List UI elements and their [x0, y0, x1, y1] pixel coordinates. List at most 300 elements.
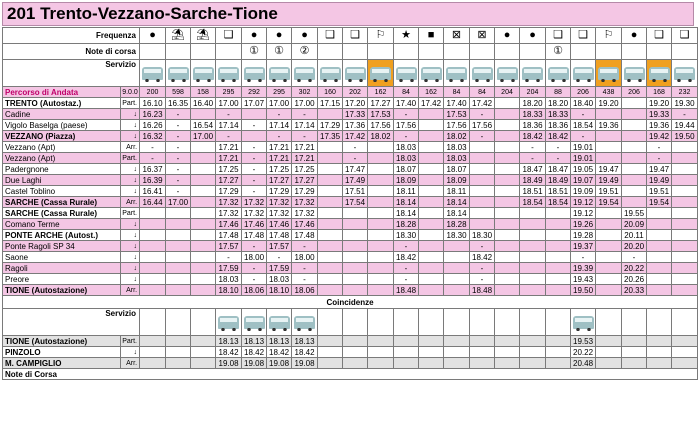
- time-cell: [191, 153, 216, 164]
- time-cell: -: [216, 252, 242, 263]
- time-cell: [419, 175, 444, 186]
- time-cell: [495, 186, 520, 197]
- stop-row: [3, 252, 698, 263]
- time-cell: -: [267, 252, 292, 263]
- servizio-cell: [318, 309, 343, 336]
- time-cell: [368, 241, 394, 252]
- stop-name: PINZOLO: [3, 347, 121, 358]
- time-cell: [647, 336, 672, 347]
- time-cell: 20.26: [622, 274, 647, 285]
- time-cell: 16.40: [191, 98, 216, 109]
- time-cell: 18.03: [444, 142, 470, 153]
- time-cell: [596, 252, 622, 263]
- time-cell: [318, 208, 343, 219]
- time-cell: [622, 358, 647, 369]
- servizio-cell: [140, 309, 166, 336]
- time-cell: [647, 358, 672, 369]
- time-cell: [470, 219, 495, 230]
- time-cell: 17.14: [267, 120, 292, 131]
- time-cell: 17.21: [216, 142, 242, 153]
- time-cell: 18.47: [546, 164, 571, 175]
- note-cell: [318, 44, 343, 60]
- time-cell: 17.32: [242, 197, 267, 208]
- time-cell: [546, 252, 571, 263]
- time-cell: [546, 241, 571, 252]
- time-cell: 16.54: [191, 120, 216, 131]
- time-cell: 20.09: [622, 219, 647, 230]
- time-cell: -: [166, 164, 191, 175]
- time-cell: -: [267, 131, 292, 142]
- time-cell: [368, 164, 394, 175]
- time-cell: 19.47: [596, 164, 622, 175]
- percorso-number: 206: [622, 87, 647, 98]
- note-cell: [571, 44, 596, 60]
- time-cell: 19.08: [292, 358, 318, 369]
- time-cell: -: [343, 142, 368, 153]
- time-cell: [166, 219, 191, 230]
- time-cell: [419, 109, 444, 120]
- time-cell: [470, 358, 495, 369]
- stop-row: [3, 263, 698, 274]
- time-cell: -: [166, 131, 191, 142]
- bus-icon: [370, 67, 391, 80]
- time-cell: [368, 175, 394, 186]
- servizio-cell: [292, 60, 318, 87]
- time-cell: [672, 252, 698, 263]
- time-cell: [191, 358, 216, 369]
- time-cell: [419, 285, 444, 296]
- time-cell: -: [647, 142, 672, 153]
- note-cell: [216, 44, 242, 60]
- time-cell: [647, 219, 672, 230]
- time-cell: 19.50: [672, 131, 698, 142]
- time-cell: 17.54: [343, 197, 368, 208]
- time-cell: [419, 164, 444, 175]
- time-cell: 17.35: [318, 131, 343, 142]
- time-cell: 17.40: [444, 98, 470, 109]
- stop-name: Due Laghi: [3, 175, 121, 186]
- time-cell: 18.30: [444, 230, 470, 241]
- time-cell: 17.32: [292, 197, 318, 208]
- time-cell: [191, 263, 216, 274]
- time-cell: 18.28: [444, 219, 470, 230]
- time-cell: [318, 186, 343, 197]
- stop-marker: ↓: [121, 186, 140, 197]
- time-cell: -: [571, 131, 596, 142]
- servizio-cell: [216, 60, 242, 87]
- time-cell: 18.42: [292, 347, 318, 358]
- stop-marker: Arr.: [121, 358, 140, 369]
- servizio-cell: [672, 309, 698, 336]
- time-cell: 18.49: [520, 175, 546, 186]
- time-cell: 17.42: [419, 98, 444, 109]
- time-cell: 19.47: [647, 164, 672, 175]
- time-cell: -: [546, 153, 571, 164]
- bus-icon: [294, 67, 315, 80]
- servizio-cell: [166, 60, 191, 87]
- servizio-cell: [495, 60, 520, 87]
- time-cell: [368, 358, 394, 369]
- time-cell: 18.00: [292, 252, 318, 263]
- time-cell: 19.36: [596, 120, 622, 131]
- time-cell: [368, 263, 394, 274]
- time-cell: [368, 219, 394, 230]
- percorso-number: 200: [140, 87, 166, 98]
- time-cell: [647, 263, 672, 274]
- stop-marker: ↓: [121, 131, 140, 142]
- servizio-label: Servizio: [3, 60, 140, 87]
- time-cell: 18.47: [520, 164, 546, 175]
- time-cell: [419, 347, 444, 358]
- time-cell: 17.56: [444, 120, 470, 131]
- time-cell: [140, 347, 166, 358]
- time-cell: -: [292, 109, 318, 120]
- servizio-cell: [520, 60, 546, 87]
- time-cell: [520, 263, 546, 274]
- time-cell: [596, 336, 622, 347]
- time-cell: [622, 120, 647, 131]
- time-cell: [368, 347, 394, 358]
- time-cell: [672, 197, 698, 208]
- time-cell: 19.08: [242, 358, 267, 369]
- time-cell: 17.14: [292, 120, 318, 131]
- time-cell: [191, 219, 216, 230]
- stop-marker: ↓: [121, 241, 140, 252]
- time-cell: 17.32: [216, 208, 242, 219]
- time-cell: [140, 208, 166, 219]
- time-cell: [368, 142, 394, 153]
- time-cell: 19.39: [571, 263, 596, 274]
- time-cell: [318, 274, 343, 285]
- time-cell: -: [242, 175, 267, 186]
- time-cell: [394, 336, 419, 347]
- time-cell: 19.49: [647, 175, 672, 186]
- time-cell: [520, 274, 546, 285]
- bus-icon: [446, 67, 467, 80]
- time-cell: 17.27: [267, 175, 292, 186]
- stop-row: [3, 219, 698, 230]
- time-cell: -: [216, 109, 242, 120]
- time-cell: 18.48: [394, 285, 419, 296]
- stop-name: TIONE (Autostazione): [3, 336, 121, 347]
- time-cell: -: [216, 131, 242, 142]
- frequenza-symbol: ❑: [216, 28, 242, 44]
- time-cell: [343, 358, 368, 369]
- bus-icon: [573, 316, 594, 329]
- note-cell: [546, 44, 571, 60]
- time-cell: [596, 241, 622, 252]
- time-cell: -: [242, 142, 267, 153]
- note-cell: [419, 44, 444, 60]
- time-cell: [596, 109, 622, 120]
- time-cell: 18.13: [242, 336, 267, 347]
- time-cell: 17.21: [292, 142, 318, 153]
- time-cell: -: [622, 252, 647, 263]
- time-cell: 17.57: [267, 241, 292, 252]
- time-cell: 17.56: [470, 120, 495, 131]
- frequenza-symbol: ●: [267, 28, 292, 44]
- footer-note: Note di Corsa: [3, 369, 698, 380]
- time-cell: 19.43: [571, 274, 596, 285]
- time-cell: -: [571, 109, 596, 120]
- servizio-cell: [394, 309, 419, 336]
- stop-row: [3, 197, 698, 208]
- time-cell: [672, 358, 698, 369]
- time-cell: 18.51: [520, 186, 546, 197]
- time-cell: 17.25: [267, 164, 292, 175]
- stop-marker: ↓: [121, 230, 140, 241]
- time-cell: [191, 208, 216, 219]
- bus-icon: [472, 67, 493, 80]
- time-cell: 19.36: [647, 120, 672, 131]
- time-cell: [672, 219, 698, 230]
- time-cell: 19.44: [672, 120, 698, 131]
- note-cell: [470, 44, 495, 60]
- time-cell: [343, 252, 368, 263]
- time-cell: 18.14: [444, 197, 470, 208]
- time-cell: [647, 230, 672, 241]
- stop-row: [3, 274, 698, 285]
- time-cell: [444, 347, 470, 358]
- time-cell: [495, 347, 520, 358]
- time-cell: [596, 285, 622, 296]
- percorso-number: 206: [571, 87, 596, 98]
- servizio-cell: [343, 60, 368, 87]
- time-cell: [444, 263, 470, 274]
- note-cell: [267, 44, 292, 60]
- note-marker: ①: [249, 45, 259, 57]
- time-cell: 19.08: [267, 358, 292, 369]
- time-cell: 17.51: [343, 186, 368, 197]
- time-cell: 18.51: [546, 186, 571, 197]
- stop-name: VEZZANO (Piazza): [3, 131, 121, 142]
- stop-name: Padergnone: [3, 164, 121, 175]
- time-cell: 17.32: [242, 208, 267, 219]
- time-cell: [672, 208, 698, 219]
- stop-marker: Part.: [121, 336, 140, 347]
- note-cell: [495, 44, 520, 60]
- servizio-cell: [622, 60, 647, 87]
- time-cell: [444, 285, 470, 296]
- time-cell: 17.29: [318, 120, 343, 131]
- frequenza-symbol: ❑: [546, 28, 571, 44]
- time-cell: [166, 241, 191, 252]
- time-cell: [419, 153, 444, 164]
- bus-icon: [522, 67, 543, 80]
- time-cell: [368, 336, 394, 347]
- time-cell: 18.49: [546, 175, 571, 186]
- servizio-cell: [368, 60, 394, 87]
- time-cell: 19.49: [596, 175, 622, 186]
- time-cell: [470, 142, 495, 153]
- servizio-cell: [520, 309, 546, 336]
- servizio-cell: [546, 60, 571, 87]
- stop-name: PONTE ARCHE (Autost.): [3, 230, 121, 241]
- stop-name: Vigolo Baselga (paese): [3, 120, 121, 131]
- time-cell: [140, 358, 166, 369]
- time-cell: 18.06: [242, 285, 267, 296]
- time-cell: [495, 274, 520, 285]
- time-cell: [368, 285, 394, 296]
- time-cell: 17.46: [267, 219, 292, 230]
- time-cell: [166, 263, 191, 274]
- time-cell: [191, 186, 216, 197]
- note-cell: [166, 44, 191, 60]
- frequenza-symbol: ⛱: [166, 28, 191, 44]
- stop-row: [3, 358, 698, 369]
- time-cell: [368, 252, 394, 263]
- note-cell: [596, 44, 622, 60]
- time-cell: 16.32: [140, 131, 166, 142]
- time-cell: 18.42: [267, 347, 292, 358]
- time-cell: 17.36: [343, 120, 368, 131]
- time-cell: 17.07: [242, 98, 267, 109]
- time-cell: -: [647, 153, 672, 164]
- time-cell: [318, 142, 343, 153]
- stop-row: [3, 131, 698, 142]
- frequenza-symbol: ⛱: [191, 28, 216, 44]
- time-cell: 18.20: [546, 98, 571, 109]
- time-cell: 18.54: [546, 197, 571, 208]
- stop-marker: ↓: [121, 109, 140, 120]
- time-cell: 20.22: [622, 263, 647, 274]
- servizio-cell: [444, 309, 470, 336]
- stop-row: [3, 336, 698, 347]
- time-cell: [166, 358, 191, 369]
- percorso-number: 84: [394, 87, 419, 98]
- time-cell: 17.25: [216, 164, 242, 175]
- time-cell: -: [242, 274, 267, 285]
- time-cell: [546, 208, 571, 219]
- time-cell: [419, 358, 444, 369]
- time-cell: 18.03: [394, 153, 419, 164]
- time-cell: 19.54: [647, 197, 672, 208]
- time-cell: 18.42: [242, 347, 267, 358]
- servizio-cell: [470, 309, 495, 336]
- percorso-number: 84: [470, 87, 495, 98]
- stop-name: Ragoli: [3, 263, 121, 274]
- time-cell: [672, 164, 698, 175]
- bus-icon: [421, 67, 442, 80]
- note-row: [3, 44, 698, 60]
- time-cell: -: [242, 153, 267, 164]
- time-cell: [318, 347, 343, 358]
- servizio-cell: [419, 60, 444, 87]
- time-cell: [495, 241, 520, 252]
- stop-name: Vezzano (Apt): [3, 153, 121, 164]
- time-cell: -: [292, 274, 318, 285]
- time-cell: 18.10: [267, 285, 292, 296]
- time-cell: [419, 197, 444, 208]
- percorso-number: 162: [419, 87, 444, 98]
- servizio-cell: [267, 309, 292, 336]
- time-cell: [394, 347, 419, 358]
- time-cell: [444, 336, 470, 347]
- time-cell: 17.14: [216, 120, 242, 131]
- time-cell: [343, 336, 368, 347]
- time-cell: [318, 252, 343, 263]
- frequenza-symbol: ●: [242, 28, 267, 44]
- time-cell: 17.56: [394, 120, 419, 131]
- time-cell: 17.49: [343, 175, 368, 186]
- stop-name: Castel Toblino: [3, 186, 121, 197]
- time-cell: [647, 274, 672, 285]
- time-cell: 17.48: [242, 230, 267, 241]
- frequenza-symbol: ★: [394, 28, 419, 44]
- time-cell: [495, 175, 520, 186]
- percorso-number: 168: [647, 87, 672, 98]
- time-cell: -: [166, 142, 191, 153]
- time-cell: [647, 285, 672, 296]
- bus-icon: [244, 316, 265, 329]
- stop-row: [3, 164, 698, 175]
- time-cell: [546, 358, 571, 369]
- time-cell: [622, 153, 647, 164]
- time-cell: [166, 208, 191, 219]
- time-cell: 16.26: [140, 120, 166, 131]
- servizio-cell: [242, 60, 267, 87]
- servizio-cell: [647, 309, 672, 336]
- time-cell: [318, 109, 343, 120]
- time-cell: [318, 336, 343, 347]
- stop-name: Comano Terme: [3, 219, 121, 230]
- stop-row: [3, 175, 698, 186]
- time-cell: 18.42: [546, 131, 571, 142]
- servizio-cell: [140, 60, 166, 87]
- coinc-servizio-row: [3, 309, 698, 336]
- time-cell: [495, 263, 520, 274]
- timetable-title: 201 Trento-Vezzano-Sarche-Tione: [2, 2, 694, 26]
- servizio-cell: [394, 60, 419, 87]
- time-cell: [596, 358, 622, 369]
- time-cell: [166, 285, 191, 296]
- bus-icon: [345, 67, 366, 80]
- time-cell: 17.29: [216, 186, 242, 197]
- time-cell: -: [470, 274, 495, 285]
- time-cell: [622, 164, 647, 175]
- time-cell: [191, 285, 216, 296]
- time-cell: 20.20: [622, 241, 647, 252]
- servizio-cell: [242, 309, 267, 336]
- time-cell: [495, 208, 520, 219]
- time-cell: [191, 274, 216, 285]
- time-cell: 16.37: [140, 164, 166, 175]
- time-cell: 17.32: [267, 197, 292, 208]
- stop-marker: Arr.: [121, 197, 140, 208]
- time-cell: -: [546, 142, 571, 153]
- percorso-number: 232: [672, 87, 698, 98]
- time-cell: 18.30: [470, 230, 495, 241]
- time-cell: [343, 241, 368, 252]
- note-marker: ②: [299, 45, 310, 57]
- frequenza-symbol: ❑: [672, 28, 698, 44]
- time-cell: [191, 347, 216, 358]
- time-cell: [470, 175, 495, 186]
- time-cell: [495, 120, 520, 131]
- time-cell: [419, 336, 444, 347]
- time-cell: [470, 197, 495, 208]
- time-cell: [495, 164, 520, 175]
- time-cell: [596, 208, 622, 219]
- time-cell: [318, 197, 343, 208]
- time-cell: [622, 336, 647, 347]
- time-cell: 18.13: [216, 336, 242, 347]
- servizio-cell: [647, 60, 672, 87]
- stop-marker: Part.: [121, 208, 140, 219]
- time-cell: [419, 142, 444, 153]
- percorso-number: 162: [368, 87, 394, 98]
- time-cell: 17.32: [267, 208, 292, 219]
